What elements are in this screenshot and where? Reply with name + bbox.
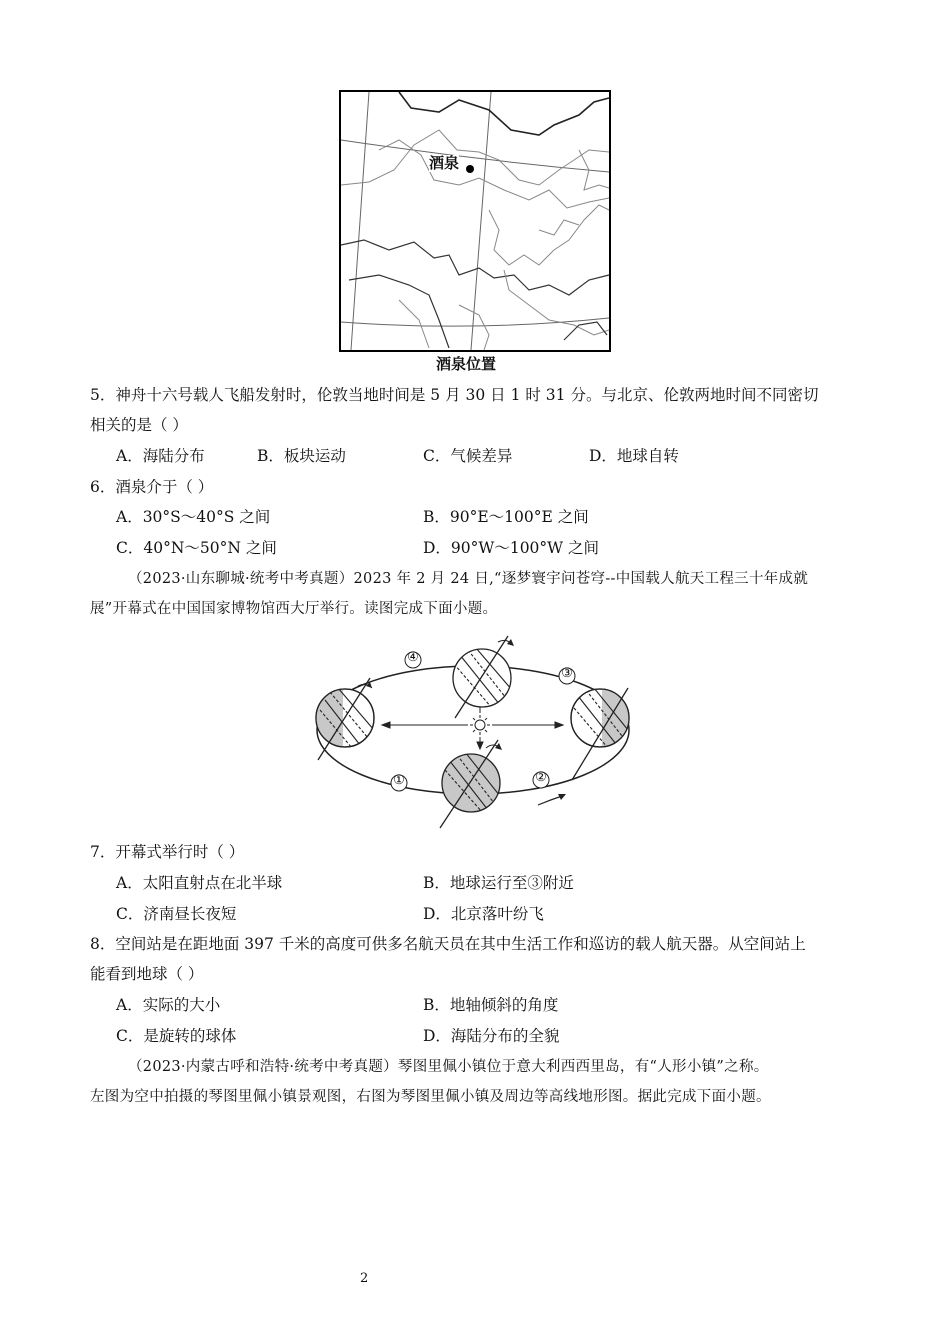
jiuquan-map-figure (339, 90, 611, 352)
q7-option-c[interactable]: C．济南昼长夜短 (116, 905, 237, 923)
intro1-line1: （2023·山东聊城·统考中考真题）2023 年 2 月 24 日,“逐梦寰宇问苍穹--中国载人航天工程三十年成就 (128, 571, 809, 587)
jiuquan-point (466, 165, 474, 173)
q8-option-b[interactable]: B．地轴倾斜的角度 (423, 996, 559, 1014)
q5-option-b[interactable]: B．板块运动 (257, 447, 346, 465)
q5-option-d[interactable]: D．地球自转 (589, 447, 679, 465)
q6-option-b[interactable]: B．90°E～100°E 之间 (423, 508, 589, 526)
jiuquan-map (339, 90, 611, 352)
page-number: 2 (360, 1271, 369, 1286)
orbit-label-2: ② (535, 770, 547, 785)
q7-option-b[interactable]: B．地球运行至③附近 (423, 874, 574, 892)
orbit-label-4: ④ (407, 650, 419, 665)
earth-bottom (440, 740, 502, 828)
q5-stem-line2: 相关的是（ ） (90, 416, 188, 434)
q8-option-c[interactable]: C．是旋转的球体 (116, 1027, 237, 1045)
q7-option-d[interactable]: D．北京落叶纷飞 (423, 905, 544, 923)
q8-stem-line2: 能看到地球（ ） (90, 965, 204, 983)
map-label-jiuquan: 酒泉 (429, 154, 460, 172)
orbit-label-3: ③ (561, 666, 573, 681)
earth-top (453, 636, 514, 718)
revolution-direction-icon (538, 796, 562, 805)
map-caption: 酒泉位置 (436, 355, 497, 373)
q8-option-a[interactable]: A．实际的大小 (116, 996, 221, 1014)
q8-stem-line1: 8．空间站是在距地面 397 千米的高度可供多名航天员在其中生活工作和巡访的载人航天器。从空间站上 (90, 935, 806, 953)
sun-icon (470, 715, 490, 735)
earth-orbit-figure (310, 630, 640, 835)
q6-option-c[interactable]: C．40°N～50°N 之间 (116, 539, 277, 557)
q6-option-a[interactable]: A．30°S～40°S 之间 (116, 508, 271, 526)
intro1-line2: 展”开幕式在中国国家博物馆西大厅举行。读图完成下面小题。 (90, 601, 498, 617)
intro2-line1: （2023·内蒙古呼和浩特·统考中考真题）琴图里佩小镇位于意大利西西里岛，有“人形小镇”之称。 (128, 1059, 769, 1075)
q8-option-d[interactable]: D．海陆分布的全貌 (423, 1027, 560, 1045)
q7-option-a[interactable]: A．太阳直射点在北半球 (116, 874, 283, 892)
q6-option-d[interactable]: D．90°W～100°W 之间 (423, 539, 600, 557)
intro2-line2: 左图为空中拍摄的琴图里佩小镇景观图，右图为琴图里佩小镇及周边等高线地形图。据此完成下面小题。 (90, 1089, 771, 1105)
q7-stem: 7．开幕式举行时（ ） (90, 843, 245, 861)
q6-stem: 6．酒泉介于（ ） (90, 478, 214, 496)
orbit-label-1: ① (393, 773, 405, 788)
q5-option-a[interactable]: A．海陆分布 (116, 447, 205, 465)
earth-left (316, 678, 374, 760)
q5-stem-line1: 5．神舟十六号载人飞船发射时，伦敦当地时间是 5 月 30 日 1 时 31 分。与北京、伦敦两地时间不同密切 (90, 386, 819, 404)
q5-option-c[interactable]: C．气候差异 (423, 447, 513, 465)
